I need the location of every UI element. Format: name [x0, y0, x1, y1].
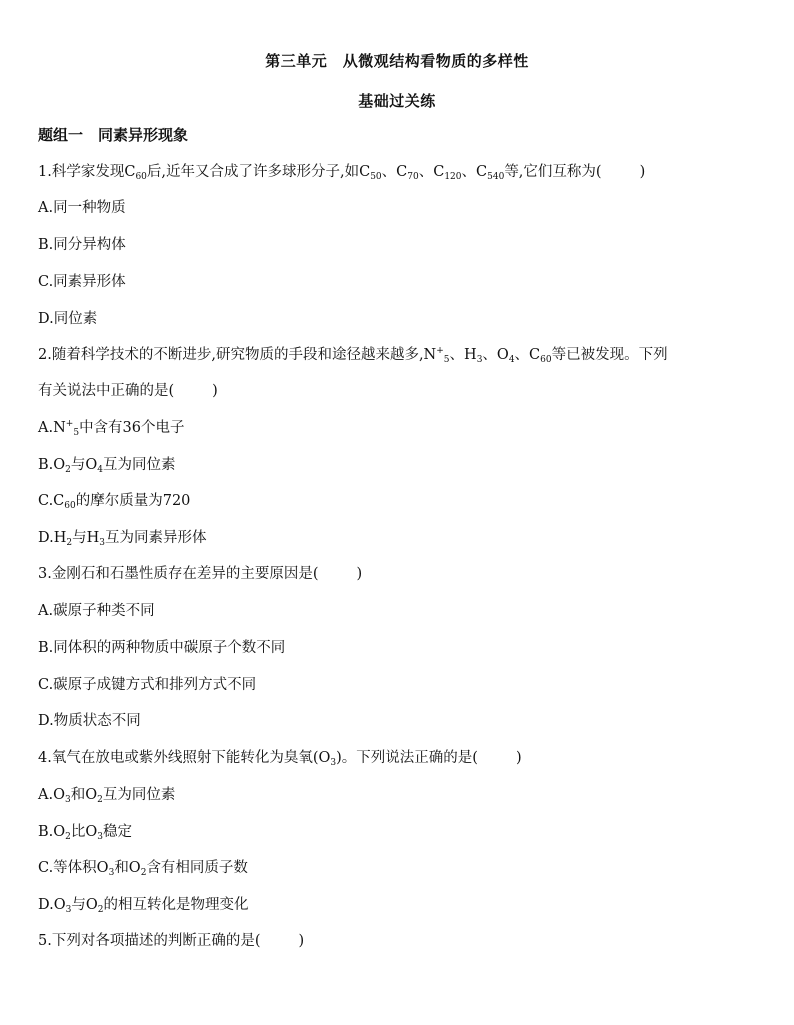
question-1-option-b: B.同分异构体 [38, 237, 126, 253]
question-2-option-b: $B.O_2$与$O_4$互为同位素 [38, 457, 176, 475]
question-4-option-a: $A.O_3$和$O_2$互为同位素 [38, 787, 176, 805]
question-2-stem-line-1: 2.随着科学技术的不断进步,研究物质的手段和途径越来越多$,N^+_5$、$H_3$、$O_4$、$C_{60}$等已被发现。下列 [38, 346, 668, 365]
question-2-stem-line-2: 有关说法中正确的是( ) [38, 383, 218, 399]
question-3-option-d: D.物质状态不同 [38, 713, 141, 729]
unit-title: 第三单元 从微观结构看物质的多样性 [265, 52, 529, 70]
question-2-option-c: $C.C_{60}$的摩尔质量为720 [38, 493, 191, 511]
question-3-option-c: C.碳原子成键方式和排列方式不同 [38, 677, 257, 693]
question-2-option-a: $A.N^+_5$中含有36个电子 [38, 419, 185, 438]
question-3-stem: 3.金刚石和石墨性质存在差异的主要原因是( ) [38, 566, 363, 582]
question-5-stem: 5.下列对各项描述的判断正确的是( ) [38, 933, 305, 949]
question-2-option-d: $D.H_2$与$H_3$互为同素异形体 [38, 530, 207, 548]
section-heading-1: 题组一 同素异形现象 [38, 126, 189, 144]
question-1-stem: 1.科学家发现$C_{60}$后,近年又合成了许多球形分子,如$C_{50}$、$C_{70}$、$C_{120}$、$C_{540}$等,它们互称为( ) [38, 164, 646, 182]
exercise-subtitle: 基础过关练 [358, 92, 436, 110]
question-1-option-a: A.同一种物质 [38, 200, 126, 216]
question-4-stem: 4.氧气在放电或紫外线照射下能转化为臭氧$(O_3)$。下列说法正确的是( ) [38, 750, 522, 768]
question-4-option-d: $D.O_3$与$O_2$的相互转化是物理变化 [38, 897, 249, 915]
question-1-option-c: C.同素异形体 [38, 274, 126, 290]
question-4-option-b: $B.O_2$比$O_3$稳定 [38, 824, 133, 842]
question-4-option-c: C.等体积$O_3$和$O_2$含有相同质子数 [38, 860, 248, 878]
question-3-option-a: A.碳原子种类不同 [38, 603, 155, 619]
question-3-option-b: B.同体积的两种物质中碳原子个数不同 [38, 640, 286, 656]
question-1-option-d: D.同位素 [38, 311, 98, 327]
ion-charge: + [436, 346, 444, 356]
